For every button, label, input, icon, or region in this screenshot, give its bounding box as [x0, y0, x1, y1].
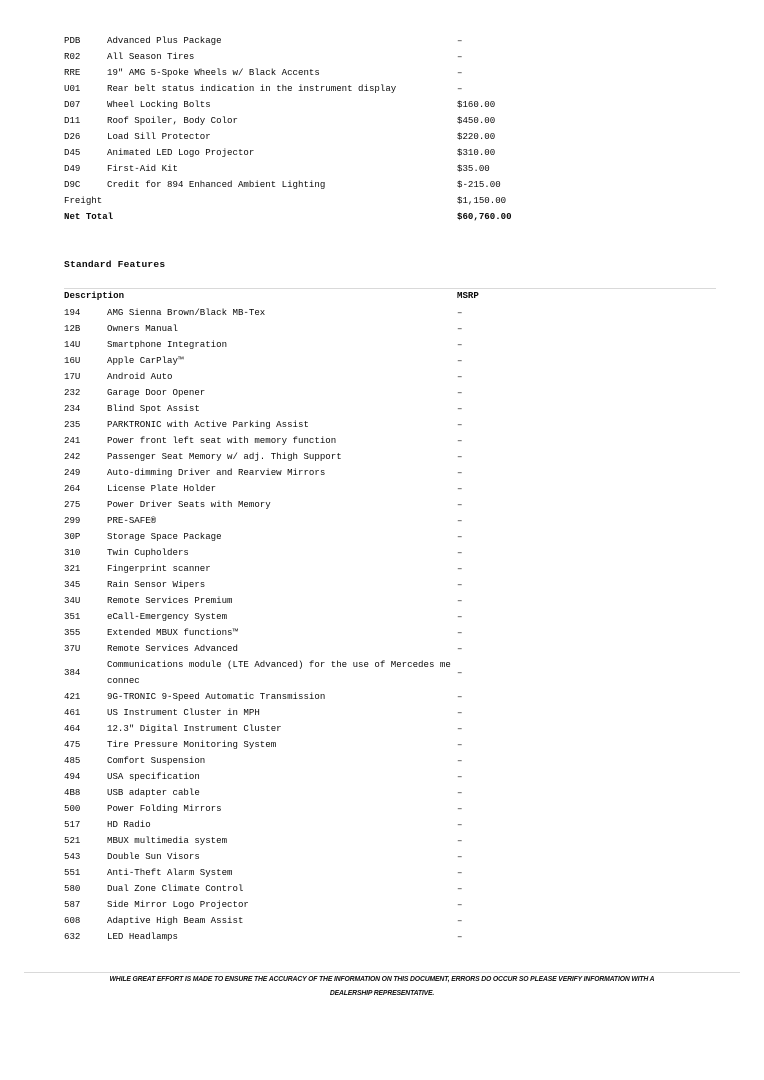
table-row: [64, 321, 716, 337]
row-msrp: $220.00: [457, 131, 496, 142]
row-description: 9G-TRONIC 9-Speed Automatic Transmission: [107, 691, 326, 702]
row-msrp: –: [457, 67, 463, 78]
row-msrp: –: [457, 451, 463, 462]
standard-features-heading: Standard Features: [64, 259, 166, 270]
table-row: [64, 497, 716, 513]
row-msrp: –: [457, 835, 463, 846]
row-code: D11: [64, 115, 81, 126]
table-row: [64, 641, 716, 657]
row-code: 241: [64, 435, 81, 446]
row-description: Twin Cupholders: [107, 547, 189, 558]
row-msrp: –: [457, 499, 463, 510]
row-code: 30P: [64, 531, 81, 542]
row-code: 517: [64, 819, 81, 830]
row-code: PDB: [64, 35, 81, 46]
row-msrp: –: [457, 323, 463, 334]
table-row: [64, 529, 716, 545]
row-code: 321: [64, 563, 81, 574]
row-msrp: –: [457, 371, 463, 382]
table-row: [64, 513, 716, 529]
row-code: 264: [64, 483, 81, 494]
row-msrp: –: [457, 851, 463, 862]
row-description: Garage Door Opener: [107, 387, 206, 398]
row-code: R02: [64, 51, 81, 62]
row-description: 12.3" Digital Instrument Cluster: [107, 723, 282, 734]
row-code: 355: [64, 627, 81, 638]
row-msrp: –: [457, 563, 463, 574]
column-header-msrp: MSRP: [457, 290, 479, 301]
row-msrp: –: [457, 547, 463, 558]
table-row: [64, 145, 716, 161]
table-row: [64, 849, 716, 865]
row-code: 384: [64, 667, 81, 678]
row-msrp: –: [457, 667, 463, 678]
row-description: Dual Zone Climate Control: [107, 883, 244, 894]
table-row: [64, 161, 716, 177]
row-description: LED Headlamps: [107, 931, 178, 942]
row-msrp: –: [457, 355, 463, 366]
row-code: 242: [64, 451, 81, 462]
row-description: Side Mirror Logo Projector: [107, 899, 249, 910]
row-msrp: –: [457, 915, 463, 926]
table-row: [64, 369, 716, 385]
row-code: D45: [64, 147, 81, 158]
row-code: 551: [64, 867, 81, 878]
row-code: 4B8: [64, 787, 81, 798]
row-code: 34U: [64, 595, 81, 606]
table-row: [64, 833, 716, 849]
table-row: [64, 449, 716, 465]
row-msrp: –: [457, 419, 463, 430]
table-row: [64, 401, 716, 417]
table-row: [64, 785, 716, 801]
row-code: 299: [64, 515, 81, 526]
row-msrp: –: [457, 435, 463, 446]
row-code: 12B: [64, 323, 81, 334]
row-code: 494: [64, 771, 81, 782]
row-code: 16U: [64, 355, 81, 366]
row-msrp: –: [457, 819, 463, 830]
row-msrp: –: [457, 691, 463, 702]
row-description: Wheel Locking Bolts: [107, 99, 211, 110]
row-code: 475: [64, 739, 81, 750]
row-msrp: –: [457, 515, 463, 526]
row-msrp: –: [457, 931, 463, 942]
row-description: Power Driver Seats with Memory: [107, 499, 271, 510]
row-msrp: –: [457, 883, 463, 894]
row-description: Smartphone Integration: [107, 339, 228, 350]
row-code: 580: [64, 883, 81, 894]
row-msrp: –: [457, 467, 463, 478]
row-msrp: –: [457, 755, 463, 766]
table-row: [64, 49, 716, 65]
table-row: [64, 897, 716, 913]
row-description: USA specification: [107, 771, 200, 782]
row-description: License Plate Holder: [107, 483, 217, 494]
row-msrp: –: [457, 867, 463, 878]
table-row: [64, 625, 716, 641]
row-description: Load Sill Protector: [107, 131, 211, 142]
row-description: Communications module (LTE Advanced) for the use of Mercedes me connec: [107, 659, 451, 686]
table-row: [64, 929, 716, 945]
row-code: 232: [64, 387, 81, 398]
options-table: [64, 33, 716, 225]
row-code: 14U: [64, 339, 81, 350]
row-msrp: –: [457, 403, 463, 414]
table-row: [64, 545, 716, 561]
table-row: [64, 113, 716, 129]
table-row: [64, 81, 716, 97]
row-msrp: –: [457, 723, 463, 734]
row-code: RRE: [64, 67, 81, 78]
row-code: 234: [64, 403, 81, 414]
row-msrp: –: [457, 339, 463, 350]
row-description: Storage Space Package: [107, 531, 222, 542]
row-msrp: –: [457, 51, 463, 62]
table-row: [64, 769, 716, 785]
row-description: AMG Sienna Brown/Black MB-Tex: [107, 307, 266, 318]
row-description: Roof Spoiler, Body Color: [107, 115, 238, 126]
row-msrp: –: [457, 803, 463, 814]
row-description: All Season Tires: [107, 51, 195, 62]
row-description: Animated LED Logo Projector: [107, 147, 255, 158]
row-msrp: –: [457, 643, 463, 654]
table-row: [64, 465, 716, 481]
row-code: Freight: [64, 195, 103, 206]
row-code: 345: [64, 579, 81, 590]
standard-features-column-headers: [64, 289, 716, 303]
footer-disclaimer: [31, 972, 734, 1000]
row-code: U01: [64, 83, 81, 94]
table-row: [64, 561, 716, 577]
row-code: 194: [64, 307, 81, 318]
row-msrp: –: [457, 595, 463, 606]
row-msrp: –: [457, 611, 463, 622]
row-msrp: –: [457, 307, 463, 318]
net-total-row: [64, 209, 716, 225]
table-row: [64, 721, 716, 737]
row-description: Owners Manual: [107, 323, 178, 334]
row-msrp: –: [457, 899, 463, 910]
column-header-description: Description: [64, 290, 125, 301]
row-msrp: –: [457, 787, 463, 798]
table-row: [64, 337, 716, 353]
table-row: [64, 65, 716, 81]
table-row: [64, 689, 716, 705]
row-description: eCall-Emergency System: [107, 611, 228, 622]
row-description: First-Aid Kit: [107, 163, 178, 174]
row-description: Anti-Theft Alarm System: [107, 867, 233, 878]
row-code: D9C: [64, 179, 81, 190]
row-msrp: –: [457, 739, 463, 750]
table-row: [64, 353, 716, 369]
row-code: 235: [64, 419, 81, 430]
row-description: Rain Sensor Wipers: [107, 579, 206, 590]
footer-line-2: DEALERSHIP REPRESENTATIVE.: [329, 988, 435, 997]
row-code: 587: [64, 899, 81, 910]
row-msrp: –: [457, 771, 463, 782]
row-description: Fingerprint scanner: [107, 563, 211, 574]
row-description: USB adapter cable: [107, 787, 200, 798]
row-description: Comfort Suspension: [107, 755, 206, 766]
table-row: [64, 609, 716, 625]
table-row: [64, 33, 716, 49]
row-code: D07: [64, 99, 81, 110]
row-description: Apple CarPlay™: [107, 355, 184, 366]
table-row: [64, 913, 716, 929]
row-code: 485: [64, 755, 81, 766]
row-msrp: –: [457, 531, 463, 542]
table-row: [64, 577, 716, 593]
row-description: MBUX multimedia system: [107, 835, 228, 846]
row-code: D49: [64, 163, 81, 174]
row-description: Advanced Plus Package: [107, 35, 222, 46]
row-description: Blind Spot Assist: [107, 403, 200, 414]
table-row: [64, 481, 716, 497]
row-description: Extended MBUX functions™: [107, 627, 238, 638]
row-msrp: $310.00: [457, 147, 496, 158]
row-code: 608: [64, 915, 81, 926]
row-msrp: –: [457, 579, 463, 590]
table-row: [64, 385, 716, 401]
row-msrp: –: [457, 483, 463, 494]
table-row: [64, 817, 716, 833]
row-code: 632: [64, 931, 81, 942]
row-description: 19" AMG 5-Spoke Wheels w/ Black Accents: [107, 67, 320, 78]
net-total-label: Net Total: [64, 211, 114, 222]
standard-features-table: [64, 305, 716, 945]
row-code: D26: [64, 131, 81, 142]
row-code: 521: [64, 835, 81, 846]
row-description: Rear belt status indication in the instrument display: [107, 83, 397, 94]
row-code: 275: [64, 499, 81, 510]
row-code: 37U: [64, 643, 81, 654]
row-msrp: –: [457, 387, 463, 398]
table-row: [64, 801, 716, 817]
row-msrp: –: [457, 627, 463, 638]
row-description: Auto-dimming Driver and Rearview Mirrors: [107, 467, 326, 478]
row-description: Remote Services Premium: [107, 595, 233, 606]
table-row: [64, 753, 716, 769]
row-msrp: $160.00: [457, 99, 496, 110]
row-description: Remote Services Advanced: [107, 643, 238, 654]
row-description: Passenger Seat Memory w/ adj. Thigh Support: [107, 451, 342, 462]
row-description: Power Folding Mirrors: [107, 803, 222, 814]
table-row: [64, 433, 716, 449]
row-description: PARKTRONIC with Active Parking Assist: [107, 419, 309, 430]
row-description: Double Sun Visors: [107, 851, 200, 862]
row-description: US Instrument Cluster in MPH: [107, 707, 260, 718]
row-code: 351: [64, 611, 81, 622]
row-msrp: –: [457, 83, 463, 94]
row-description: Tire Pressure Monitoring System: [107, 739, 277, 750]
table-row: [64, 881, 716, 897]
row-description: Adaptive High Beam Assist: [107, 915, 244, 926]
net-total-value: $60,760.00: [457, 211, 512, 222]
table-row: [64, 97, 716, 113]
table-row: [64, 417, 716, 433]
row-code: 464: [64, 723, 81, 734]
row-code: 543: [64, 851, 81, 862]
footer-line-1: WHILE GREAT EFFORT IS MADE TO ENSURE THE ACCURACY OF THE INFORMATION ON THIS DOCUMENT, ERRORS DO OCCUR SO PLEASE VERIFY INFORMATION WITH A: [109, 974, 655, 983]
table-row: [64, 177, 716, 193]
row-description: Power front left seat with memory function: [107, 435, 337, 446]
row-msrp: –: [457, 707, 463, 718]
table-row: [64, 737, 716, 753]
row-code: 421: [64, 691, 81, 702]
row-msrp: $1,150.00: [457, 195, 507, 206]
table-row: [64, 865, 716, 881]
table-row: [64, 305, 716, 321]
row-msrp: $35.00: [457, 163, 490, 174]
row-code: 500: [64, 803, 81, 814]
row-msrp: $450.00: [457, 115, 496, 126]
row-code: 249: [64, 467, 81, 478]
table-row: [64, 657, 716, 689]
row-code: 310: [64, 547, 81, 558]
table-row: [64, 129, 716, 145]
row-description: Android Auto: [107, 371, 173, 382]
table-row: [64, 593, 716, 609]
row-msrp: –: [457, 35, 463, 46]
table-row: [64, 193, 716, 209]
row-code: 461: [64, 707, 81, 718]
row-code: 17U: [64, 371, 81, 382]
table-row: [64, 705, 716, 721]
row-description: PRE-SAFE®: [107, 515, 157, 526]
row-description: HD Radio: [107, 819, 151, 830]
row-msrp: $-215.00: [457, 179, 501, 190]
row-description: Credit for 894 Enhanced Ambient Lighting: [107, 179, 326, 190]
